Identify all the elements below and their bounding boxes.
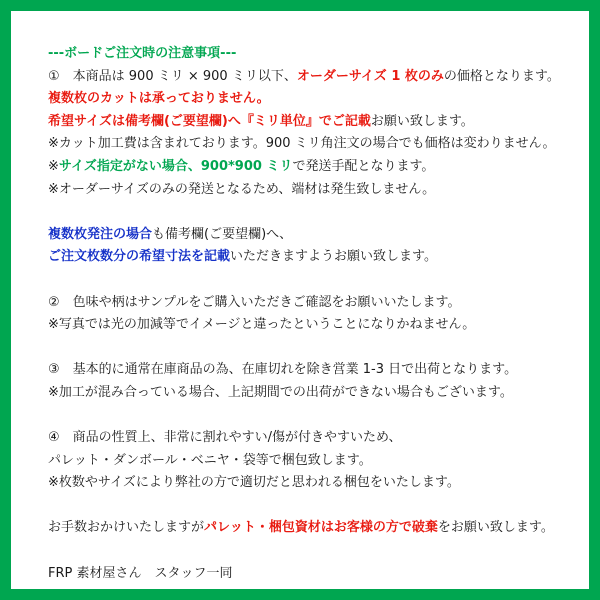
notice-text: ② 色味や柄はサンプルをご購入いただきご確認をお願いいたします。 — [48, 294, 461, 310]
notice-line — [48, 563, 593, 586]
notice-text: お手数おかけいたしますが — [48, 520, 205, 536]
notice-text: お願い致します。 — [370, 113, 474, 129]
notice-heading: -‐-ボードご注文時の注意事項-‐- — [48, 46, 237, 61]
notice-line — [48, 292, 593, 315]
notice-text: ③ 基本的に通常在庫商品の為、在庫切れを除き営業 1-3 日で出荷となります。 — [48, 362, 518, 378]
notice-text: いただきますようお願い致します。 — [230, 249, 437, 265]
notice-text: ※カット加工費は含まれております。900 ミリ角注文の場合でも価格は変わりません。 — [48, 136, 556, 152]
emphasis-text: パレット・梱包資材はお客様の方で破棄 — [204, 520, 438, 536]
blank-line — [48, 201, 593, 224]
notice-text: ※枚数やサイズにより弊社の方で適切だと思われる梱包をいたします。 — [48, 475, 460, 491]
notice-text: をお願い致します。 — [437, 520, 554, 536]
notice-line — [48, 66, 593, 89]
notice-line — [48, 111, 593, 134]
notice-text: も備考欄(ご要望欄)へ、 — [152, 226, 293, 242]
blank-line — [48, 495, 593, 518]
notice-line — [48, 88, 593, 111]
notice-line — [48, 472, 593, 495]
notice-text: ④ 商品の性質上、非常に割れやすい/傷が付きやすいため、 — [48, 430, 402, 446]
notice-line — [48, 450, 593, 473]
notice-line — [48, 517, 593, 540]
notice-line — [48, 382, 593, 405]
emphasis-text: オーダーサイズ 1 枚のみ — [296, 68, 444, 84]
notice-text: ① 本商品は 900 ミリ × 900 ミリ以下、 — [48, 68, 297, 84]
notice-text: ※写真では光の加減等でイメージと違ったということになりかねません。 — [48, 317, 476, 333]
emphasis-text: 複数枚発注の場合 — [48, 226, 153, 242]
notice-line — [48, 359, 593, 382]
blank-line — [48, 269, 593, 292]
notice-line — [48, 133, 593, 156]
notice-lines — [48, 66, 593, 586]
emphasis-text: サイズ指定がない場合、900*900 ミリ — [58, 158, 293, 174]
blank-line — [48, 337, 593, 360]
notice-text: で発送手配となります。 — [292, 158, 435, 174]
notice-line — [48, 314, 593, 337]
notice-line — [48, 224, 593, 247]
blank-line — [48, 405, 593, 428]
notice-line — [48, 246, 593, 269]
notice-body — [48, 43, 593, 585]
notice-text: パレット・ダンボール・ベニヤ・袋等で梱包致します。 — [48, 452, 372, 468]
notice-text: の価格となります。 — [443, 68, 560, 84]
emphasis-text: 希望サイズは備考欄(ご要望欄)へ『ミリ単位』でご記載 — [48, 113, 371, 129]
emphasis-text: 複数枚のカットは承っておりません。 — [48, 91, 270, 107]
notice-line — [48, 427, 593, 450]
notice-text: ※加工が混み合っている場合、上記期間での出荷ができない場合もございます。 — [48, 384, 513, 400]
notice-line — [48, 179, 593, 202]
notice-text: ※オーダーサイズのみの発送となるため、端材は発生致しません。 — [48, 181, 436, 197]
notice-line — [48, 156, 593, 179]
emphasis-text: ご注文枚数分の希望寸法を記載 — [48, 249, 231, 265]
notice-text: ※ — [48, 158, 59, 174]
blank-line — [48, 540, 593, 563]
notice-text: FRP 素材屋さん スタッフ一同 — [48, 565, 233, 581]
